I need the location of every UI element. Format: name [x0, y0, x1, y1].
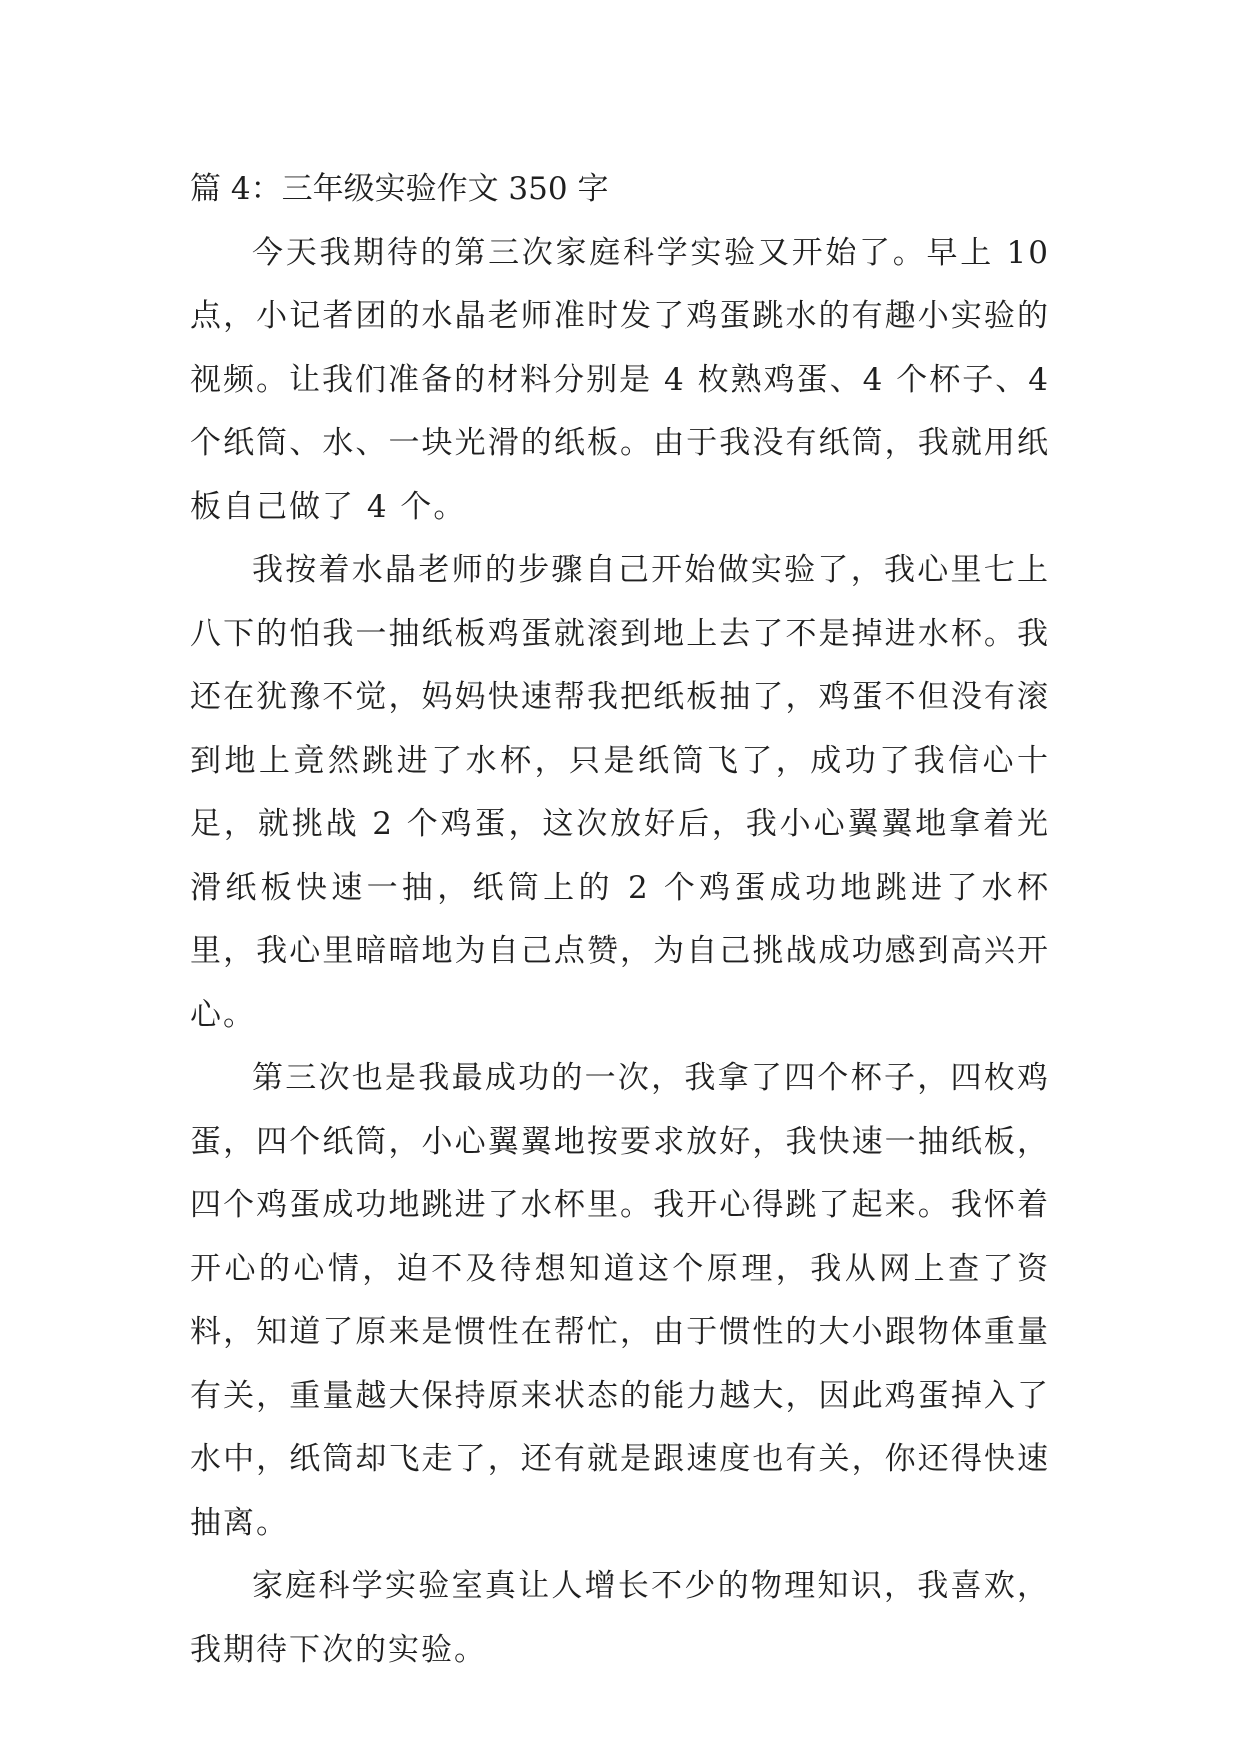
paragraph-3: 第三次也是我最成功的一次，我拿了四个杯子，四枚鸡蛋，四个纸筒，小心翼翼地按要求放好，我快速一抽纸板，四个鸡蛋成功地跳进了水杯里。我开心得跳了起来。我怀着开心的心情，迫不及待想知道这个原理，我从网上查了资料，知道了原来是惯性在帮忙，由于惯性的大小跟物体重量有关，重量越大保持原来状态的能力越大，因此鸡蛋掉入了水中，纸筒却飞走了，还有就是跟速度也有关，你还得快速抽离。	[190, 1060, 1050, 1541]
paragraph-2: 我按着水晶老师的步骤自己开始做实验了，我心里七上八下的怕我一抽纸板鸡蛋就滚到地上去了不是掉进水杯。我还在犹豫不觉，妈妈快速帮我把纸板抽了，鸡蛋不但没有滚到地上竟然跳进了水杯，只是纸筒飞了，成功了我信心十足，就挑战 2 个鸡蛋，这次放好后，我小心翼翼地拿着光滑纸板快速一抽，纸筒上的 2 个鸡蛋成功地跳进了水杯里，我心里暗暗地为自己点赞，为自己挑战成功感到高兴开心。	[190, 552, 1050, 1033]
paragraph-4: 家庭科学实验室真让人增长不少的物理知识，我喜欢，我期待下次的实验。	[190, 1568, 1050, 1668]
document-title: 篇 4：三年级实验作文 350 字	[190, 171, 609, 207]
document-body	[190, 158, 1050, 1682]
paragraph-1: 今天我期待的第三次家庭科学实验又开始了。早上 10 点，小记者团的水晶老师准时发了鸡蛋跳水的有趣小实验的视频。让我们准备的材料分别是 4 枚熟鸡蛋、4 个杯子、4 个纸筒、水、一块光滑的纸板。由于我没有纸筒，我就用纸板自己做了 4 个。	[190, 234, 1050, 525]
